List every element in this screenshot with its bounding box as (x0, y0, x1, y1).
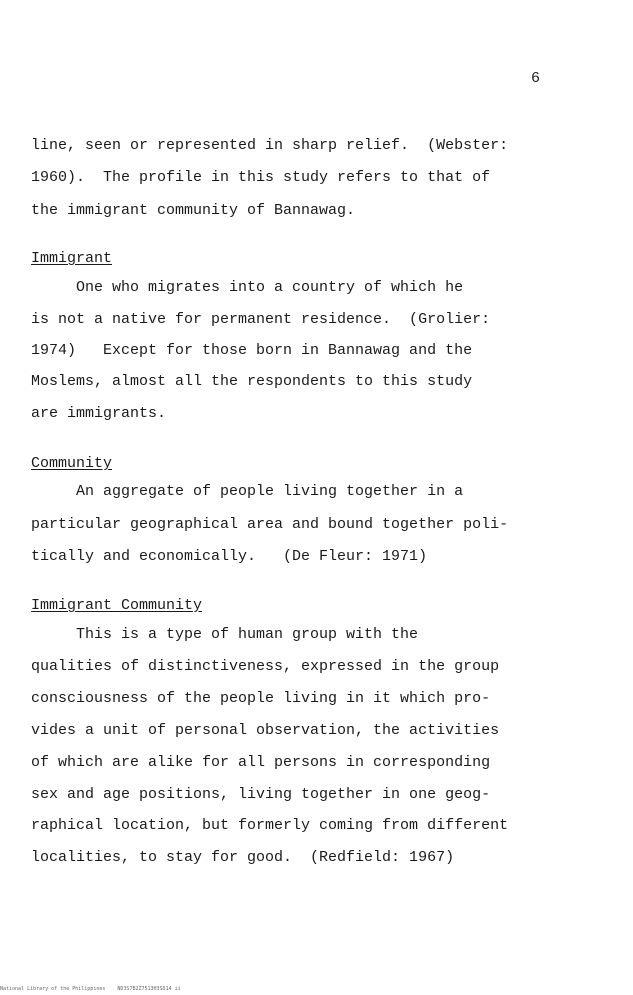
section-line: tically and economically. (De Fleur: 1971) (31, 548, 428, 565)
section-heading-immigrant: Immigrant (31, 250, 113, 267)
section-line: qualities of distinctiveness, expressed in the group (31, 658, 500, 675)
section-line: are immigrants. (31, 405, 167, 422)
section-line: particular geographical area and bound together poli- (31, 516, 509, 533)
section-line: Moslems, almost all the respondents to this study (31, 373, 473, 390)
section-line: An aggregate of people living together in a (31, 483, 464, 500)
section-line: One who migrates into a country of which he (31, 279, 464, 296)
section-line: This is a type of human group with the (31, 626, 419, 643)
section-line: localities, to stay for good. (Redfield: 1967) (31, 849, 455, 866)
section-line: 1974) Except for those born in Bannawag and the (31, 342, 473, 359)
section-line: raphical location, but formerly coming from different (31, 817, 509, 834)
page-number: 6 (531, 70, 541, 87)
intro-line: the immigrant community of Bannawag. (31, 202, 356, 219)
section-line: sex and age positions, living together in one geog- (31, 786, 491, 803)
section-line: consciousness of the people living in it which pro- (31, 690, 491, 707)
scan-footer: National Library of the Philippines ND3S7B2Z7513H3SD14 ii (0, 986, 181, 992)
intro-line: line, seen or represented in sharp relief. (Webster: (31, 137, 509, 154)
section-line: of which are alike for all persons in corresponding (31, 754, 491, 771)
section-line: is not a native for permanent residence. (Grolier: (31, 311, 491, 328)
section-heading-community: Community (31, 455, 113, 472)
section-line: vides a unit of personal observation, the activities (31, 722, 500, 739)
section-heading-immigrant-community: Immigrant Community (31, 597, 203, 614)
intro-line: 1960). The profile in this study refers to that of (31, 169, 491, 186)
